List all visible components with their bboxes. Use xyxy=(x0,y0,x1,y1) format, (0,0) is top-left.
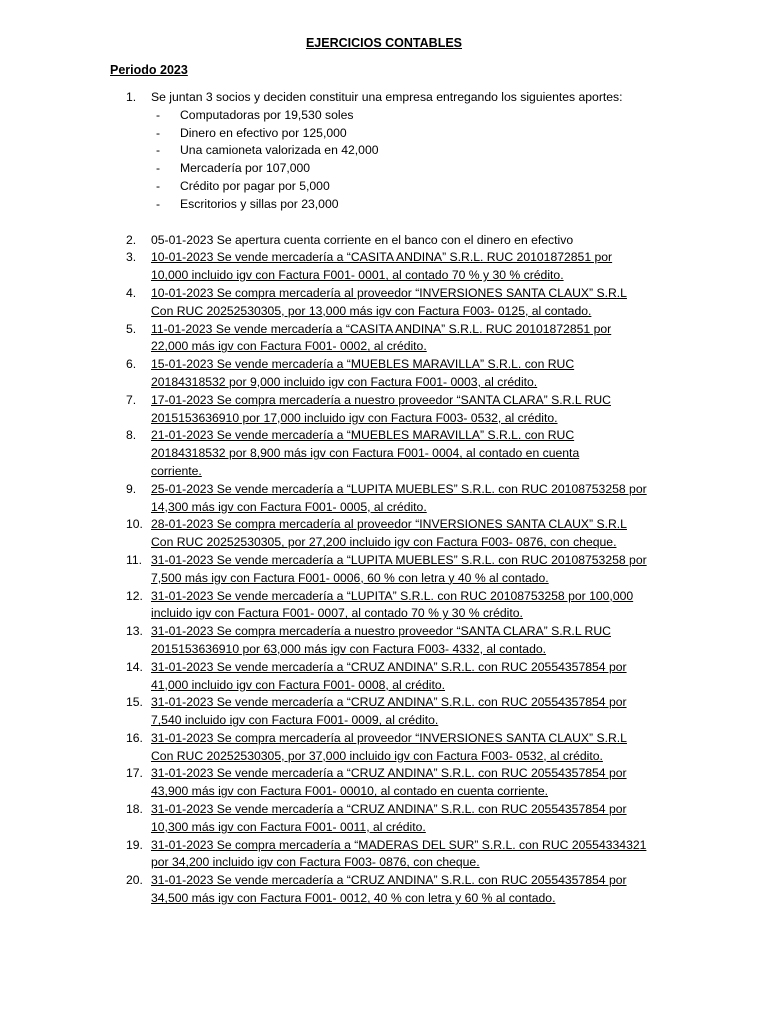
item-line: incluido igv con Factura F001- 0007, al contado 70 % y 30 % crédito. xyxy=(151,606,523,621)
exercise-item-8 xyxy=(0,427,661,480)
item-number: 6. xyxy=(126,357,137,372)
contribution-text: Mercadería por 107,000 xyxy=(180,161,311,176)
contribution-item xyxy=(151,196,661,214)
item-line: 31-01-2023 Se compra mercadería a “MADERAS DEL SUR” S.R.L. con RUC 20554334321 xyxy=(151,837,647,852)
exercise-item-14 xyxy=(0,659,661,695)
item-number: 16. xyxy=(126,730,143,745)
exercise-item-15 xyxy=(0,694,661,730)
exercise-item-16 xyxy=(0,730,661,766)
item-line: 7,540 incluido igv con Factura F001- 0009, al crédito. xyxy=(151,713,439,728)
item-line: 14,300 más igv con Factura F001- 0005, al crédito. xyxy=(151,499,427,514)
item-line: 28-01-2023 Se compra mercadería al proveedor “INVERSIONES SANTA CLAUX” S.R.L xyxy=(151,517,627,532)
contribution-item xyxy=(151,125,661,143)
contribution-text: Crédito por pagar por 5,000 xyxy=(180,178,330,193)
item-number: 18. xyxy=(126,802,143,817)
item-line: por 34,200 incluido igv con Factura F003- 0876, con cheque. xyxy=(151,855,480,870)
contribution-text: Escritorios y sillas por 23,000 xyxy=(180,196,339,211)
item-number: 2. xyxy=(126,232,137,247)
exercise-item-6 xyxy=(0,356,661,392)
exercise-item-13 xyxy=(0,623,661,659)
item-number: 4. xyxy=(126,285,137,300)
item-line: Con RUC 20252530305, por 13,000 más igv con Factura F003- 0125, al contado. xyxy=(151,303,592,318)
item-line: 31-01-2023 Se vende mercadería a “CRUZ ANDINA” S.R.L. con RUC 20554357854 por xyxy=(151,659,627,674)
item-line: 10-01-2023 Se vende mercadería a “CASITA ANDINA” S.R.L. RUC 20101872851 por xyxy=(151,250,613,265)
item-line: Con RUC 20252530305, por 37,000 incluido igv con Factura F003- 0532, al crédito. xyxy=(151,748,603,763)
exercise-item-1 xyxy=(0,89,661,214)
item-line: 11-01-2023 Se vende mercadería a “CASITA ANDINA” S.R.L. RUC 20101872851 por xyxy=(151,321,612,336)
exercise-item-17 xyxy=(0,765,661,801)
item-number: 12. xyxy=(126,588,143,603)
item-line: 25-01-2023 Se vende mercadería a “LUPITA MUEBLES” S.R.L. con RUC 20108753258 por xyxy=(151,481,647,496)
item-number: 13. xyxy=(126,624,143,639)
exercise-item-20 xyxy=(0,872,661,908)
item-line: 31-01-2023 Se vende mercadería a “LUPITA MUEBLES” S.R.L. con RUC 20108753258 por xyxy=(151,552,647,567)
item-line: 2015153636910 por 63,000 más igv con Factura F003- 4332, al contado. xyxy=(151,641,547,656)
item-line: 31-01-2023 Se vende mercadería a “LUPITA” S.R.L. con RUC 20108753258 por 100,000 xyxy=(151,588,634,603)
exercise-list xyxy=(0,89,768,908)
contribution-item xyxy=(151,142,661,160)
item-line: 31-01-2023 Se vende mercadería a “CRUZ ANDINA” S.R.L. con RUC 20554357854 por xyxy=(151,873,627,888)
bullet-dash: - xyxy=(156,161,161,176)
exercise-item-3 xyxy=(0,249,661,285)
contribution-text: Una camioneta valorizada en 42,000 xyxy=(180,143,379,158)
item-line: 10,000 incluido igv con Factura F001- 0001, al contado 70 % y 30 % crédito. xyxy=(151,268,564,283)
bullet-dash: - xyxy=(156,107,161,122)
contribution-text: Dinero en efectivo por 125,000 xyxy=(180,125,347,140)
exercise-item-4 xyxy=(0,285,661,321)
document-title: EJERCICIOS CONTABLES xyxy=(305,36,463,50)
item-line: 22,000 más igv con Factura F001- 0002, al crédito. xyxy=(151,339,427,354)
period-heading: Periodo 2023 xyxy=(110,63,188,77)
exercise-item-18 xyxy=(0,801,661,837)
item-number: 14. xyxy=(126,659,143,674)
item-line: 21-01-2023 Se vende mercadería a “MUEBLES MARAVILLA” S.R.L. con RUC xyxy=(151,428,575,443)
item-text: Se juntan 3 socios y deciden constituir una empresa entregando los siguientes aportes: xyxy=(151,90,623,104)
contribution-item xyxy=(151,107,661,125)
bullet-dash: - xyxy=(156,125,161,140)
item-line: corriente. xyxy=(151,463,202,478)
item-number: 11. xyxy=(126,552,143,567)
item-line: 10,300 más igv con Factura F001- 0011, al crédito. xyxy=(151,819,426,834)
exercise-item-9 xyxy=(0,481,661,517)
item-line: 34,500 más igv con Factura F001- 0012, 40 % con letra y 60 % al contado. xyxy=(151,891,556,906)
spacer xyxy=(0,214,768,232)
item-number: 3. xyxy=(126,250,137,265)
item-line: 31-01-2023 Se compra mercadería a nuestro proveedor “SANTA CLARA” S.R.L RUC xyxy=(151,624,611,639)
item-line: 31-01-2023 Se compra mercadería al proveedor “INVERSIONES SANTA CLAUX” S.R.L xyxy=(151,730,627,745)
item-line: 7,500 más igv con Factura F001- 0006, 60 % con letra y 40 % al contado. xyxy=(151,570,549,585)
exercise-item-12 xyxy=(0,588,661,624)
item-line: 20184318532 por 8,900 más igv con Factura F001- 0004, al contado en cuenta xyxy=(151,446,580,461)
bullet-dash: - xyxy=(156,196,161,211)
item-line: 43,900 más igv con Factura F001- 00010, al contado en cuenta corriente. xyxy=(151,784,549,799)
item-number: 17. xyxy=(126,766,143,781)
item-line: Con RUC 20252530305, por 27,200 incluido igv con Factura F003- 0876, con cheque. xyxy=(151,535,617,550)
contribution-item xyxy=(151,178,661,196)
item-line: 17-01-2023 Se compra mercadería a nuestro proveedor “SANTA CLARA” S.R.L RUC xyxy=(151,392,611,407)
item-line: 2015153636910 por 17,000 incluido igv con Factura F003- 0532, al crédito. xyxy=(151,410,558,425)
contribution-text: Computadoras por 19,530 soles xyxy=(180,107,354,122)
item-number: 8. xyxy=(126,428,137,443)
item-number: 15. xyxy=(126,695,143,710)
item-number: 7. xyxy=(126,392,137,407)
item-line: 31-01-2023 Se vende mercadería a “CRUZ ANDINA” S.R.L. con RUC 20554357854 por xyxy=(151,695,627,710)
exercise-item-10 xyxy=(0,516,661,552)
contribution-list xyxy=(151,107,661,214)
exercise-item-2 xyxy=(0,232,661,250)
contribution-item xyxy=(151,160,661,178)
item-line: 41,000 incluido igv con Factura F001- 0008, al crédito. xyxy=(151,677,446,692)
item-number: 19. xyxy=(126,837,143,852)
item-line: 05-01-2023 Se apertura cuenta corriente en el banco con el dinero en efectivo xyxy=(151,232,574,247)
item-number: 9. xyxy=(126,481,137,496)
item-line: 31-01-2023 Se vende mercadería a “CRUZ ANDINA” S.R.L. con RUC 20554357854 por xyxy=(151,802,627,817)
item-number: 5. xyxy=(126,321,137,336)
item-line: 10-01-2023 Se compra mercadería al proveedor “INVERSIONES SANTA CLAUX” S.R.L xyxy=(151,285,627,300)
exercise-item-19 xyxy=(0,837,661,873)
item-line: 20184318532 por 9,000 incluido igv con Factura F001- 0003, al crédito. xyxy=(151,374,538,389)
item-number: 10. xyxy=(126,517,143,532)
item-line: 31-01-2023 Se vende mercadería a “CRUZ ANDINA” S.R.L. con RUC 20554357854 por xyxy=(151,766,627,781)
exercise-item-11 xyxy=(0,552,661,588)
bullet-dash: - xyxy=(156,178,161,193)
item-number: 1. xyxy=(126,90,137,104)
item-line: 15-01-2023 Se vende mercadería a “MUEBLES MARAVILLA” S.R.L. con RUC xyxy=(151,357,575,372)
exercise-item-7 xyxy=(0,392,661,428)
item-number: 20. xyxy=(126,873,143,888)
exercise-item-5 xyxy=(0,321,661,357)
bullet-dash: - xyxy=(156,143,161,158)
